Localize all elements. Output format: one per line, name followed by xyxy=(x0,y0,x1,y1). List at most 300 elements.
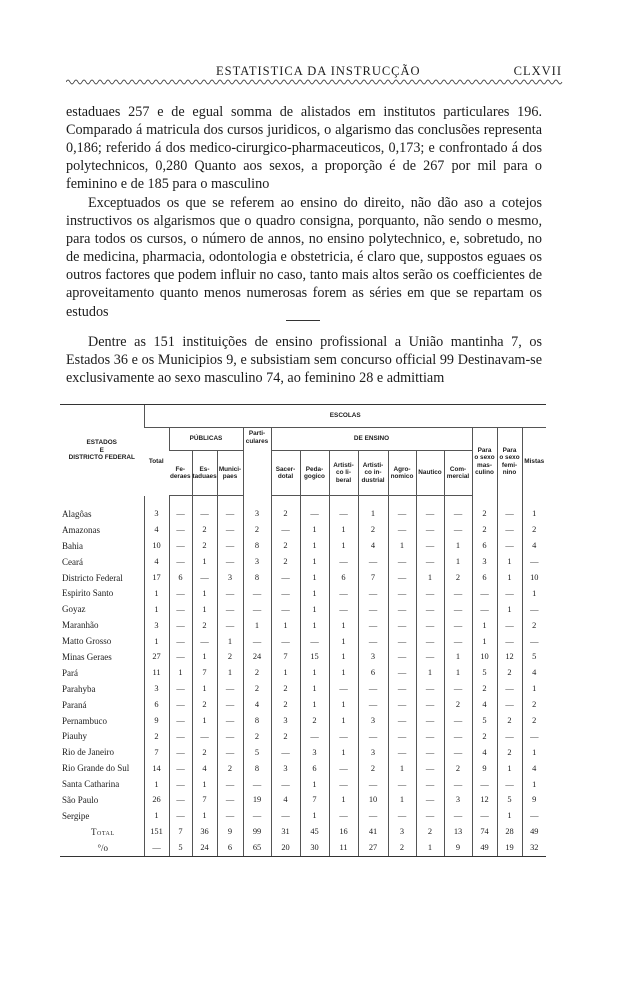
table-cell: — xyxy=(169,617,192,633)
table-cell: — xyxy=(271,808,300,824)
table-row xyxy=(60,554,546,570)
table-cell: 3 xyxy=(243,506,271,522)
table-cell: 14 xyxy=(144,760,169,776)
table-cell: — xyxy=(271,522,300,538)
table-cell: 49 xyxy=(522,824,546,840)
table-cell: — xyxy=(169,538,192,554)
table-cell: 4 xyxy=(243,697,271,713)
table-cell: 1 xyxy=(416,665,444,681)
table-cell: 6 xyxy=(169,570,192,586)
table-cell: 1 xyxy=(497,570,522,586)
table-cell: — xyxy=(416,776,444,792)
table-cell: 2 xyxy=(472,681,497,697)
running-header xyxy=(66,64,572,88)
table-row xyxy=(60,538,546,554)
table-cell: 6 xyxy=(472,570,497,586)
table-cell: — xyxy=(472,601,497,617)
table-cell: 1 xyxy=(300,522,329,538)
table-cell: 7 xyxy=(169,824,192,840)
table-cell: — xyxy=(416,585,444,601)
table-cell: — xyxy=(169,792,192,808)
table-cell: 4 xyxy=(192,760,217,776)
table-row xyxy=(60,617,546,633)
table-cell: — xyxy=(169,808,192,824)
table-cell: — xyxy=(388,744,416,760)
table-cell: 24 xyxy=(192,840,217,857)
table-cell: — xyxy=(522,601,546,617)
table-cell: — xyxy=(329,760,358,776)
table-cell: 2 xyxy=(192,744,217,760)
row-label: Santa Catharina xyxy=(62,779,120,790)
table-cell: 5 xyxy=(472,665,497,681)
table-cell: 3 xyxy=(217,570,243,586)
table-cell: 9 xyxy=(472,760,497,776)
table-cell: — xyxy=(329,554,358,570)
table-cell: 1 xyxy=(329,633,358,649)
row-label: Pernambuco xyxy=(62,715,107,726)
table-cell: 5 xyxy=(497,792,522,808)
table-cell: 1 xyxy=(329,665,358,681)
table-cell: 9 xyxy=(144,713,169,729)
table-cell: — xyxy=(217,522,243,538)
table-cell: 36 xyxy=(192,824,217,840)
table-row xyxy=(60,570,546,586)
table-cell: 6 xyxy=(472,538,497,554)
table-cell: — xyxy=(416,697,444,713)
table-cell: 3 xyxy=(144,617,169,633)
table-cell: 1 xyxy=(192,649,217,665)
table-cell: — xyxy=(217,506,243,522)
table-cell: 2 xyxy=(522,617,546,633)
table-cell: 1 xyxy=(144,585,169,601)
table-cell: — xyxy=(169,585,192,601)
table-cell: — xyxy=(388,522,416,538)
table-cell: — xyxy=(169,506,192,522)
table-cell: 9 xyxy=(444,840,472,857)
table-cell: — xyxy=(416,601,444,617)
table-cell: 1 xyxy=(271,665,300,681)
table-cell: — xyxy=(497,681,522,697)
table-cell: — xyxy=(358,681,388,697)
table-cell: 2 xyxy=(271,554,300,570)
table-cell: 4 xyxy=(144,522,169,538)
table-cell: — xyxy=(217,792,243,808)
table-cell: — xyxy=(243,601,271,617)
table-cell: — xyxy=(358,617,388,633)
table-cell: 2 xyxy=(217,760,243,776)
table-cell: — xyxy=(192,506,217,522)
table-cell: 1 xyxy=(416,570,444,586)
table-cell: 4 xyxy=(522,538,546,554)
table-cell: 2 xyxy=(271,728,300,744)
row-label: Ceará xyxy=(62,556,83,567)
table-cell: — xyxy=(243,776,271,792)
table-cell: 8 xyxy=(243,538,271,554)
table-cell: 4 xyxy=(472,744,497,760)
table-cell: — xyxy=(217,697,243,713)
table-cell: — xyxy=(217,776,243,792)
table-cell: 1 xyxy=(497,601,522,617)
table-cell: 2 xyxy=(472,506,497,522)
table-cell: 4 xyxy=(144,554,169,570)
table-row xyxy=(60,681,546,697)
table-row xyxy=(60,760,546,776)
row-label: Paraná xyxy=(62,699,87,710)
table-cell: — xyxy=(217,744,243,760)
table-cell: 49 xyxy=(472,840,497,857)
table-cell: 1 xyxy=(300,617,329,633)
schools-table xyxy=(60,404,546,857)
table-cell: — xyxy=(388,554,416,570)
table-cell: — xyxy=(444,776,472,792)
table-cell: 5 xyxy=(522,649,546,665)
table-cell: 1 xyxy=(329,538,358,554)
table-cell: 2 xyxy=(472,522,497,538)
row-label: Alagôas xyxy=(62,508,92,519)
table-cell: — xyxy=(444,681,472,697)
table-cell: 2 xyxy=(271,681,300,697)
table-cell: 2 xyxy=(497,744,522,760)
row-label: Maranhão xyxy=(62,620,99,631)
table-cell: — xyxy=(217,617,243,633)
table-cell: 1 xyxy=(144,776,169,792)
header-total: Total xyxy=(148,458,164,465)
table-cell: 27 xyxy=(358,840,388,857)
table-cell: — xyxy=(329,585,358,601)
table-cell: 2 xyxy=(217,649,243,665)
table-cell: — xyxy=(329,728,358,744)
table-cell: — xyxy=(169,697,192,713)
table-cell: 3 xyxy=(472,554,497,570)
table-cell: — xyxy=(300,728,329,744)
table-cell: — xyxy=(497,538,522,554)
table-cell: — xyxy=(416,633,444,649)
table-cell: — xyxy=(416,792,444,808)
header-feminino: Para o sexo femi- nino xyxy=(497,428,522,496)
table-cell: — xyxy=(416,538,444,554)
table-row xyxy=(60,649,546,665)
table-cell: — xyxy=(217,713,243,729)
table-cell: — xyxy=(169,649,192,665)
table-cell: 1 xyxy=(472,617,497,633)
table-cell: — xyxy=(358,728,388,744)
table-cell: 10 xyxy=(144,538,169,554)
table-cell: 3 xyxy=(300,744,329,760)
table-cell: 12 xyxy=(472,792,497,808)
table-cell: 1 xyxy=(358,506,388,522)
table-cell: — xyxy=(416,760,444,776)
table-cell: — xyxy=(358,554,388,570)
table-cell: — xyxy=(169,760,192,776)
table-cell: — xyxy=(217,585,243,601)
table-cell: 2 xyxy=(192,522,217,538)
table-cell: — xyxy=(472,808,497,824)
table-cell: 19 xyxy=(243,792,271,808)
table-cell: 1 xyxy=(388,538,416,554)
table-cell: 19 xyxy=(497,840,522,857)
row-label: Rio de Janeiro xyxy=(62,747,114,758)
table-cell: — xyxy=(144,840,169,857)
table-cell: — xyxy=(522,728,546,744)
table-cell: 2 xyxy=(271,538,300,554)
row-label: Goyaz xyxy=(62,604,86,615)
table-cell: 4 xyxy=(472,697,497,713)
table-cell: 12 xyxy=(497,649,522,665)
table-cell: 2 xyxy=(444,570,472,586)
table-cell: — xyxy=(271,585,300,601)
table-cell: — xyxy=(192,570,217,586)
table-cell: 7 xyxy=(192,665,217,681)
table-cell: 2 xyxy=(144,728,169,744)
table-cell: 5 xyxy=(243,744,271,760)
table-cell: 1 xyxy=(388,792,416,808)
table-cell: 3 xyxy=(271,760,300,776)
table-cell: — xyxy=(444,601,472,617)
table-cell: 6 xyxy=(144,697,169,713)
table-cell: 8 xyxy=(243,713,271,729)
table-cell: — xyxy=(358,585,388,601)
table-cell: — xyxy=(416,728,444,744)
table-cell: — xyxy=(271,601,300,617)
table-cell: — xyxy=(388,601,416,617)
table-cell: — xyxy=(388,633,416,649)
row-label: Matto Grosso xyxy=(62,636,112,647)
header-sacerdotal: Sacer- dotal xyxy=(271,451,300,496)
table-cell: — xyxy=(358,601,388,617)
header-artistico-industrial: Artisti- co in- dustrial xyxy=(358,451,388,496)
table-cell: 2 xyxy=(243,681,271,697)
table-cell: 1 xyxy=(497,760,522,776)
header-municipaes: Munici- paes xyxy=(217,451,243,496)
table-cell: — xyxy=(388,570,416,586)
table-cell: 2 xyxy=(358,760,388,776)
table-cell: 1 xyxy=(388,760,416,776)
table-cell: — xyxy=(217,808,243,824)
table-cell: 31 xyxy=(271,824,300,840)
table-row xyxy=(60,776,546,792)
table-cell: — xyxy=(217,728,243,744)
table-cell: — xyxy=(444,744,472,760)
table-cell: 1 xyxy=(522,506,546,522)
table-cell: 1 xyxy=(472,633,497,649)
header-masculino: Para o sexo mas- culino xyxy=(472,428,497,496)
table-cell: 1 xyxy=(522,776,546,792)
table-cell: 4 xyxy=(522,665,546,681)
table-cell: — xyxy=(497,617,522,633)
table-cell: — xyxy=(271,744,300,760)
table-cell: 10 xyxy=(522,570,546,586)
wavy-rule xyxy=(66,78,566,86)
table-cell: — xyxy=(497,697,522,713)
table-cell: — xyxy=(358,697,388,713)
table-cell: 1 xyxy=(144,633,169,649)
running-title: ESTATISTICA DA INSTRUCÇÃO xyxy=(216,64,421,78)
table-cell: — xyxy=(388,649,416,665)
table-cell: 45 xyxy=(300,824,329,840)
table-cell: — xyxy=(388,617,416,633)
table-cell: — xyxy=(169,728,192,744)
table-cell: — xyxy=(243,808,271,824)
table-row xyxy=(60,522,546,538)
table-cell: 3 xyxy=(144,506,169,522)
table-cell: 1 xyxy=(522,681,546,697)
table-cell: 1 xyxy=(271,617,300,633)
table-cell: 3 xyxy=(358,713,388,729)
table-row xyxy=(60,585,546,601)
table-cell: — xyxy=(169,681,192,697)
table-cell: 1 xyxy=(192,681,217,697)
table-cell: 1 xyxy=(329,617,358,633)
table-cell: — xyxy=(522,808,546,824)
row-label: Piauhy xyxy=(62,731,88,742)
table-cell: 1 xyxy=(192,554,217,570)
table-cell: — xyxy=(358,776,388,792)
table-cell: 1 xyxy=(192,776,217,792)
header-particulares: Parti- culares xyxy=(243,428,271,496)
table-row xyxy=(60,601,546,617)
table-cell: — xyxy=(388,713,416,729)
table-cell: 2 xyxy=(444,760,472,776)
table-cell: 2 xyxy=(192,697,217,713)
table-cell: — xyxy=(416,649,444,665)
table-cell: — xyxy=(169,713,192,729)
table-cell: — xyxy=(388,665,416,681)
table-cell: — xyxy=(497,728,522,744)
table-cell: 9 xyxy=(522,792,546,808)
table-row xyxy=(60,665,546,681)
table-cell: 1 xyxy=(522,585,546,601)
table-cell: 1 xyxy=(329,792,358,808)
table-cell: 17 xyxy=(144,570,169,586)
table-cell: 3 xyxy=(243,554,271,570)
table-cell: 1 xyxy=(217,665,243,681)
table-row xyxy=(60,697,546,713)
table-cell: 1 xyxy=(144,808,169,824)
section-divider xyxy=(286,320,320,321)
table-cell: — xyxy=(329,681,358,697)
table-cell: — xyxy=(329,601,358,617)
table-cell: 24 xyxy=(243,649,271,665)
table-cell: — xyxy=(444,506,472,522)
header-de-ensino: DE ENSINO xyxy=(271,428,472,451)
table-row xyxy=(60,713,546,729)
table-cell: 2 xyxy=(522,713,546,729)
table-cell: 1 xyxy=(300,554,329,570)
header-pedagogico: Peda- gogico xyxy=(300,451,329,496)
table-cell: — xyxy=(444,808,472,824)
table-cell: 2 xyxy=(271,506,300,522)
table-cell: 1 xyxy=(444,554,472,570)
percent-row xyxy=(60,840,546,857)
table-cell: 13 xyxy=(444,824,472,840)
table-cell: 6 xyxy=(217,840,243,857)
table-cell: — xyxy=(329,808,358,824)
table-cell: 3 xyxy=(358,744,388,760)
table-cell: — xyxy=(416,713,444,729)
table-cell: 6 xyxy=(358,665,388,681)
table-cell: 8 xyxy=(243,570,271,586)
header-escolas: ESCOLAS xyxy=(144,405,546,428)
table-row xyxy=(60,506,546,522)
table-cell: — xyxy=(358,633,388,649)
table-cell: — xyxy=(271,570,300,586)
paragraph-3: Dentre as 151 instituições de ensino profissional a União mantinha 7, os Estados 36 e os Municipios 9, e subsistiam sem concurso official 99 Destinavam-se exclusivamente ao sexo masculino 74, ao feminino 28 e admittiam xyxy=(66,334,542,387)
table-cell: — xyxy=(169,776,192,792)
table-cell: — xyxy=(192,728,217,744)
table-cell: 1 xyxy=(444,665,472,681)
table-cell: — xyxy=(329,506,358,522)
table-cell: 1 xyxy=(522,744,546,760)
table-cell: 2 xyxy=(243,728,271,744)
table-cell: — xyxy=(192,633,217,649)
row-label: São Paulo xyxy=(62,794,99,805)
row-label: Amazonas xyxy=(62,524,100,535)
header-commercial: Com- mercial xyxy=(444,451,472,496)
table-cell: 2 xyxy=(522,522,546,538)
table-cell: 3 xyxy=(388,824,416,840)
header-nautico: Nautico xyxy=(416,451,444,496)
table-cell: 1 xyxy=(444,649,472,665)
table-cell: 28 xyxy=(497,824,522,840)
table-cell: 1 xyxy=(192,713,217,729)
table-cell: 1 xyxy=(329,522,358,538)
table-cell: — xyxy=(243,633,271,649)
table-cell: — xyxy=(416,808,444,824)
table-cell: 3 xyxy=(444,792,472,808)
table-cell: 151 xyxy=(144,824,169,840)
table-cell: — xyxy=(444,633,472,649)
table-cell: 1 xyxy=(300,538,329,554)
table-cell: 2 xyxy=(243,665,271,681)
table-cell: — xyxy=(300,506,329,522)
table-cell: 1 xyxy=(217,633,243,649)
table-cell: 4 xyxy=(271,792,300,808)
table-cell: — xyxy=(388,585,416,601)
table-cell: — xyxy=(271,633,300,649)
table-cell: 7 xyxy=(358,570,388,586)
table-cell: 1 xyxy=(300,570,329,586)
table-cell: — xyxy=(169,601,192,617)
table-cell: — xyxy=(444,585,472,601)
row-label: Parahyba xyxy=(62,683,96,694)
table-cell: 32 xyxy=(522,840,546,857)
table-cell: 2 xyxy=(472,728,497,744)
header-artistico-liberal: Artisti- co li- beral xyxy=(329,451,358,496)
table-cell: 7 xyxy=(144,744,169,760)
row-label: Minas Geraes xyxy=(62,651,112,662)
table-cell: — xyxy=(217,554,243,570)
table-cell: 65 xyxy=(243,840,271,857)
table-cell: 2 xyxy=(300,713,329,729)
paragraph-1: estaduaes 257 e de egual somma de alistados em institutos particulares 196. Comparado á matricula dos cursos juridicos, o algarismo das conclusões representa 0,186; referido á dos medico-cirurgico-pharmaceuticos, 0,173; e confrontado á dos polytechnicos, 0,280 Quanto aos sexos, a proporção é de 267 por mil para o feminino e de 185 para o masculino xyxy=(66,104,542,193)
table-cell: — xyxy=(388,681,416,697)
table-cell: 4 xyxy=(358,538,388,554)
header-federaes: Fe- deraes xyxy=(169,451,192,496)
table-cell: 41 xyxy=(358,824,388,840)
table-cell: 27 xyxy=(144,649,169,665)
table-cell: 2 xyxy=(358,522,388,538)
table-cell: 1 xyxy=(329,744,358,760)
table-cell: — xyxy=(217,538,243,554)
table-cell: 1 xyxy=(329,697,358,713)
table-cell: — xyxy=(169,554,192,570)
table-cell: 2 xyxy=(271,697,300,713)
table-cell: — xyxy=(522,633,546,649)
page-number: CLXVII xyxy=(513,64,562,78)
row-label: Total xyxy=(90,826,115,837)
row-label: Bahia xyxy=(62,540,83,551)
table-cell: — xyxy=(416,681,444,697)
